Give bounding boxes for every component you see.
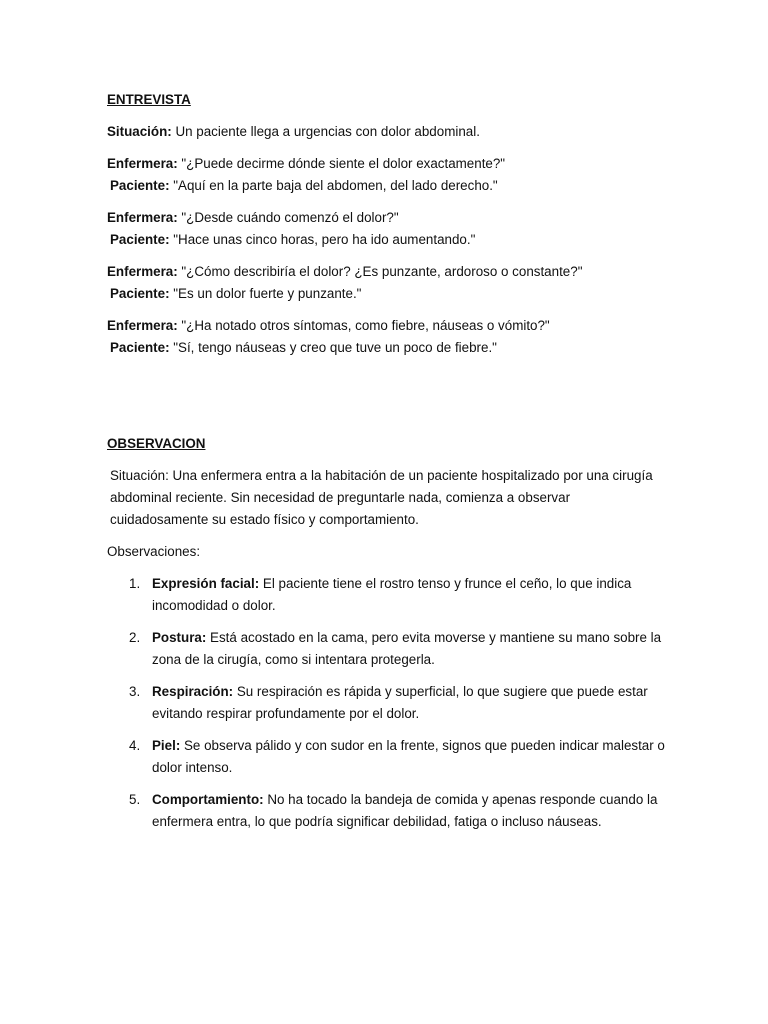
- list-item: [107, 789, 667, 833]
- item-label: Comportamiento:: [152, 792, 264, 807]
- patient-line: [107, 283, 667, 305]
- patient-label: Paciente:: [110, 286, 170, 301]
- nurse-line: [107, 315, 667, 337]
- section-spacer: [107, 369, 667, 433]
- dialog-exchange: [107, 315, 667, 359]
- item-label: Piel:: [152, 738, 181, 753]
- nurse-line: [107, 261, 667, 283]
- item-text: El paciente tiene el rostro tenso y frunce el ceño, lo que indica incomodidad o dolor.: [152, 576, 632, 613]
- list-item: [107, 681, 667, 725]
- patient-text: "Aquí en la parte baja del abdomen, del lado derecho.": [169, 178, 498, 193]
- patient-line: [107, 175, 667, 197]
- patient-text: "Hace unas cinco horas, pero ha ido aumentando.": [169, 232, 476, 247]
- list-number: 4.: [129, 738, 141, 753]
- observaciones-label: Observaciones:: [107, 544, 201, 559]
- observations-list: [107, 573, 667, 833]
- list-number: 5.: [129, 792, 141, 807]
- item-label: Respiración:: [152, 684, 234, 699]
- patient-label: Paciente:: [110, 232, 170, 247]
- item-text: Está acostado en la cama, pero evita moverse y mantiene su mano sobre la zona de la cirugía, como si intentara protegerla.: [152, 630, 662, 667]
- nurse-label: Enfermera:: [107, 318, 178, 333]
- observacion-situacion: Situación: Una enfermera entra a la habitación de un paciente hospitalizado por una cirugía abdominal reciente. Sin necesidad de preguntarle nada, comienza a observar cuidadosamente su estado físico y comportamiento.: [110, 468, 653, 527]
- patient-line: [107, 229, 667, 251]
- list-item: [107, 735, 667, 779]
- nurse-label: Enfermera:: [107, 210, 178, 225]
- dialog-exchange: [107, 153, 667, 197]
- patient-text: "Es un dolor fuerte y punzante.": [169, 286, 362, 301]
- list-number: 1.: [129, 576, 141, 591]
- patient-label: Paciente:: [110, 340, 170, 355]
- nurse-line: [107, 207, 667, 229]
- patient-label: Paciente:: [110, 178, 170, 193]
- document-page: [107, 89, 667, 843]
- nurse-text: "¿Cómo describiría el dolor? ¿Es punzante, ardoroso o constante?": [177, 264, 583, 279]
- situacion-text: Un paciente llega a urgencias con dolor abdominal.: [171, 124, 480, 139]
- item-label: Postura:: [152, 630, 207, 645]
- item-text: No ha tocado la bandeja de comida y apenas responde cuando la enfermera entra, lo que podría significar debilidad, fatiga o incluso náuseas.: [152, 792, 658, 829]
- dialog-exchange: [107, 261, 667, 305]
- item-text: Se observa pálido y con sudor en la frente, signos que pueden indicar malestar o dolor intenso.: [152, 738, 665, 775]
- situacion-label: Situación:: [107, 124, 172, 139]
- nurse-line: [107, 153, 667, 175]
- list-item: [107, 627, 667, 671]
- nurse-text: "¿Ha notado otros síntomas, como fiebre, náuseas o vómito?": [177, 318, 550, 333]
- nurse-label: Enfermera:: [107, 264, 178, 279]
- entrevista-heading: ENTREVISTA: [107, 92, 191, 107]
- list-number: 3.: [129, 684, 141, 699]
- patient-line: [107, 337, 667, 359]
- observacion-heading: OBSERVACION: [107, 436, 206, 451]
- list-number: 2.: [129, 630, 141, 645]
- item-text: Su respiración es rápida y superficial, lo que sugiere que puede estar evitando respirar profundamente por el dolor.: [152, 684, 648, 721]
- nurse-label: Enfermera:: [107, 156, 178, 171]
- list-item: [107, 573, 667, 617]
- patient-text: "Sí, tengo náuseas y creo que tuve un poco de fiebre.": [169, 340, 497, 355]
- item-label: Expresión facial:: [152, 576, 260, 591]
- entrevista-situacion: [107, 121, 667, 143]
- nurse-text: "¿Desde cuándo comenzó el dolor?": [177, 210, 399, 225]
- nurse-text: "¿Puede decirme dónde siente el dolor exactamente?": [177, 156, 506, 171]
- dialog-exchange: [107, 207, 667, 251]
